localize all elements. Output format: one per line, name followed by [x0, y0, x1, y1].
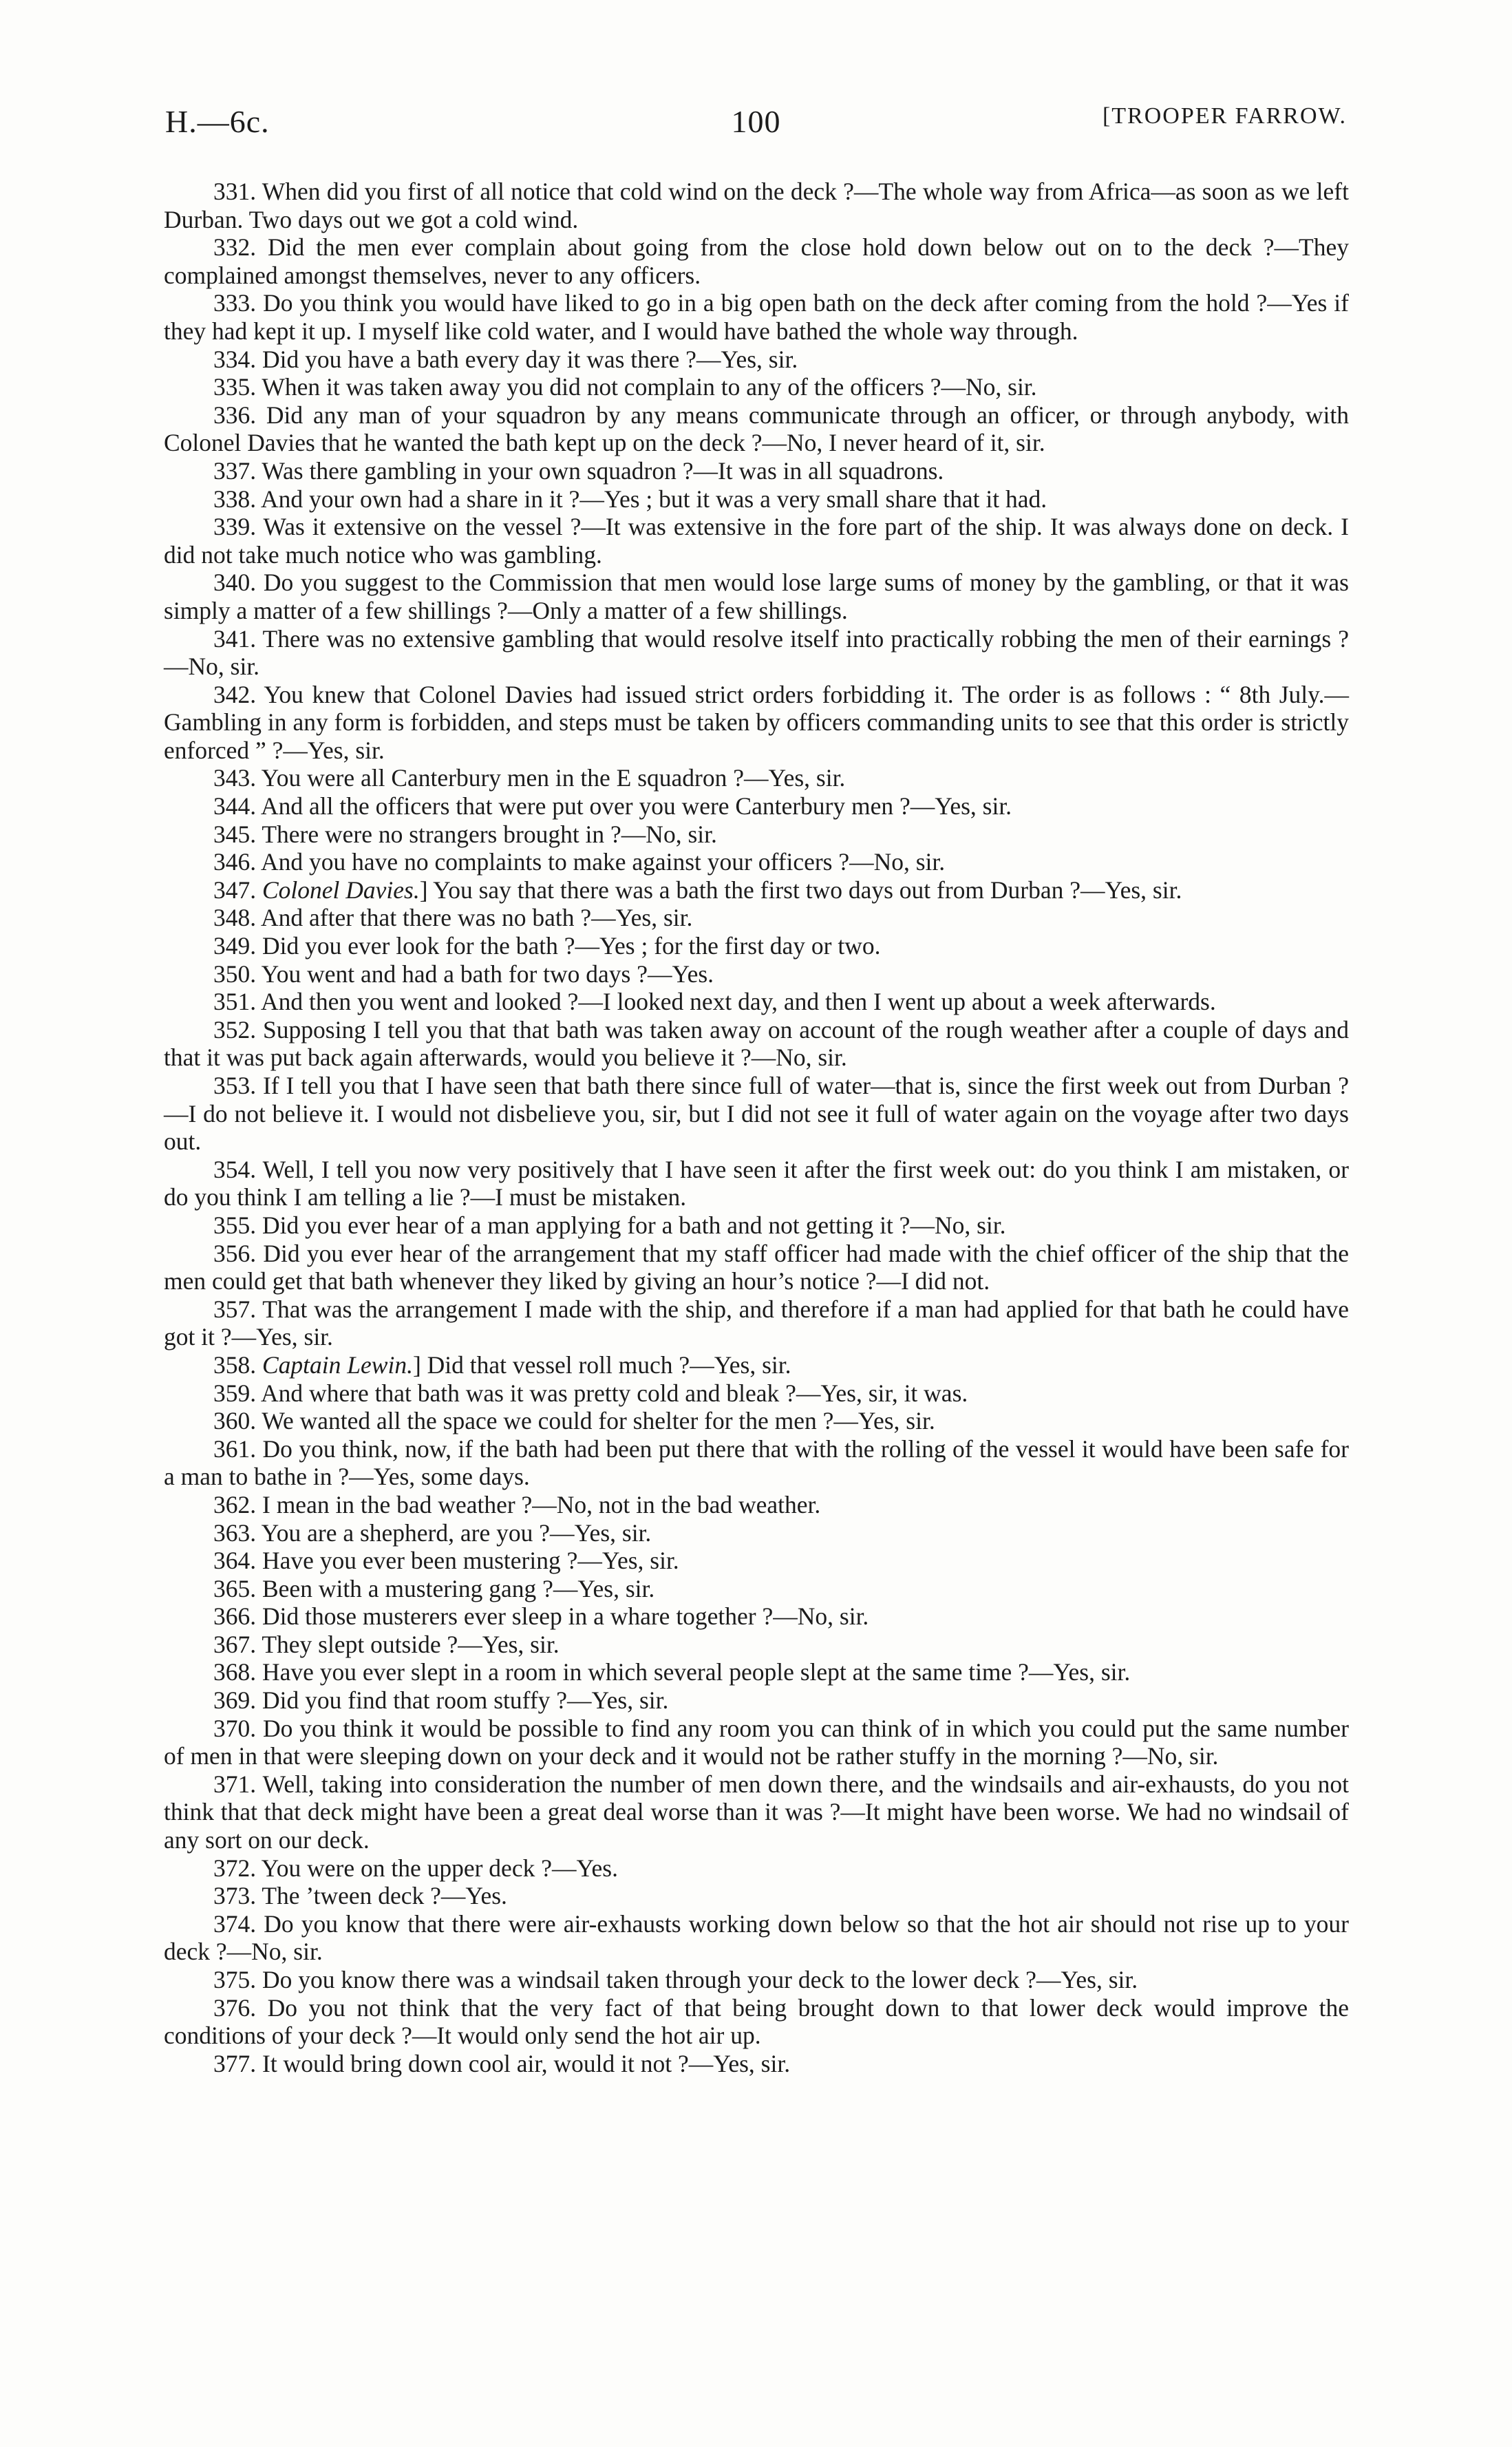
question-367: 367. They slept outside ?—Yes, sir.	[213, 1630, 560, 1658]
question-368: 368. Have you ever slept in a room in which several people slept at the same time ?—Yes, sir.	[213, 1658, 1131, 1686]
question-370: 370. Do you think it would be possible to find any room you can think of in which you could put the same number of men in that were sleeping down on your deck and it would not be rather stuffy in the morning ?—No, sir.	[164, 1714, 1349, 1770]
question-358	[164, 1351, 1349, 1379]
document-reference: H.—6c.	[165, 104, 270, 139]
question-338: 338. And your own had a share in it ?—Yes ; but it was a very small share that it had.	[213, 485, 1047, 513]
question-343: 343. You were all Canterbury men in the E squadron ?—Yes, sir.	[213, 764, 846, 792]
page-header	[165, 103, 1347, 158]
question-357: 357. That was the arrangement I made with the ship, and therefore if a man had applied for that bath he could have got it ?—Yes, sir.	[164, 1295, 1349, 1351]
question-356: 356. Did you ever hear of the arrangement that my staff officer had made with the chief officer of the ship that the men could get that bath whenever they liked by giving an hour’s notice ?—I did not.	[164, 1239, 1349, 1295]
question-346: 346. And you have no complaints to make against your officers ?—No, sir.	[213, 848, 946, 876]
question-374: 374. Do you know that there were air-exhausts working down below so that the hot air should not rise up to your deck ?—No, sir.	[164, 1909, 1349, 1966]
question-377: 377. It would bring down cool air, would it not ?—Yes, sir.	[213, 2049, 791, 2077]
question-350: 350. You went and had a bath for two days ?—Yes.	[213, 960, 714, 988]
question-345: 345. There were no strangers brought in ?—No, sir.	[213, 820, 717, 848]
question-359: 359. And where that bath was it was pretty cold and bleak ?—Yes, sir, it was.	[213, 1379, 968, 1407]
question-341: 341. There was no extensive gambling that would resolve itself into practically robbing the men of their earnings ?—No, sir.	[164, 624, 1349, 681]
question-373: 373. The ’tween deck ?—Yes.	[213, 1882, 507, 1910]
witness-name: [TROOPER FARROW.	[1102, 103, 1347, 129]
question-336: 336. Did any man of your squadron by any means communicate through an officer, or through anybody, with Colonel Davies that he wanted the bath kept up on the deck ?—No, I never heard of it, sir.	[164, 401, 1349, 457]
question-376: 376. Do you not think that the very fact of that being brought down to that lower deck would improve the conditions of your deck ?—It would only send the hot air up.	[164, 1993, 1349, 2050]
question-353: 353. If I tell you that I have seen that bath there since full of water—that is, since the first week out from Durban ?—I do not believe it. I would not disbelieve you, sir, but I did not see it full of water again on the voyage after two days out.	[164, 1072, 1349, 1156]
question-355: 355. Did you ever hear of a man applying for a bath and not getting it ?—No, sir.	[213, 1211, 1006, 1239]
speaker-name: Captain Lewin.	[262, 1350, 413, 1379]
question-339: 339. Was it extensive on the vessel ?—It was extensive in the fore part of the ship. It was always done on deck. I did not take much notice who was gambling.	[164, 513, 1349, 569]
question-361: 361. Do you think, now, if the bath had been put there that with the rolling of the vessel it would have been safe for a man to bathe in ?—Yes, some days.	[164, 1434, 1349, 1491]
question-366: 366. Did those musterers ever sleep in a whare together ?—No, sir.	[213, 1602, 869, 1631]
question-348: 348. And after that there was no bath ?—Yes, sir.	[213, 904, 693, 932]
question-352: 352. Supposing I tell you that that bath was taken away on account of the rough weather after a couple of days and that it was put back again afterwards, would you believe it ?—No, sir.	[164, 1015, 1349, 1072]
page-number: 100	[731, 104, 781, 139]
question-347	[164, 876, 1349, 904]
question-331: 331. When did you first of all notice that cold wind on the deck ?—The whole way from Africa—as soon as we left Durban. Two days out we got a cold wind.	[164, 178, 1349, 233]
question-364: 364. Have you ever been mustering ?—Yes, sir.	[213, 1547, 679, 1575]
question-337: 337. Was there gambling in your own squadron ?—It was in all squadrons.	[213, 456, 944, 485]
question-375: 375. Do you know there was a windsail taken through your deck to the lower deck ?—Yes, sir.	[213, 1966, 1138, 1993]
question-number: 358.	[213, 1350, 257, 1379]
question-354: 354. Well, I tell you now very positively that I have seen it after the first week out: do you think I am mistaken, or do you think I am telling a lie ?—I must be mistaken.	[164, 1155, 1349, 1211]
question-372: 372. You were on the upper deck ?—Yes.	[213, 1854, 618, 1882]
question-351: 351. And then you went and looked ?—I looked next day, and then I went up about a week afterwards.	[213, 988, 1216, 1016]
question-365: 365. Been with a mustering gang ?—Yes, sir.	[213, 1574, 655, 1602]
testimony-body	[164, 178, 1349, 2077]
question-number: 347.	[213, 876, 257, 904]
question-371: 371. Well, taking into consideration the number of men down there, and the windsails and air-exhausts, do you not think that that deck might have been a great deal worse than it was ?—It might have been worse. We had no windsail of any sort on our deck.	[164, 1770, 1349, 1854]
speaker-name: Colonel Davies.	[262, 876, 420, 904]
question-360: 360. We wanted all the space we could for shelter for the men ?—Yes, sir.	[213, 1407, 935, 1435]
question-text: ] You say that there was a bath the first two days out from Durban ?—Yes, sir.	[419, 876, 1182, 904]
question-362: 362. I mean in the bad weather ?—No, not in the bad weather.	[213, 1490, 821, 1518]
question-340: 340. Do you suggest to the Commission that men would lose large sums of money by the gambling, or that it was simply a matter of a few shillings ?—Only a matter of a few shillings.	[164, 569, 1349, 624]
question-334: 334. Did you have a bath every day it was there ?—Yes, sir.	[213, 345, 798, 373]
question-342: 342. You knew that Colonel Davies had issued strict orders forbidding it. The order is as follows : “ 8th July.—Gambling in any form is forbidden, and steps must be taken by officers commanding units to see that this order is strictly enforced ” ?—Yes, sir.	[164, 680, 1349, 764]
question-344: 344. And all the officers that were put over you were Canterbury men ?—Yes, sir.	[213, 792, 1012, 820]
question-335: 335. When it was taken away you did not complain to any of the officers ?—No, sir.	[213, 373, 1037, 401]
question-363: 363. You are a shepherd, are you ?—Yes, sir.	[213, 1518, 652, 1547]
question-369: 369. Did you find that room stuffy ?—Yes, sir.	[213, 1686, 669, 1715]
question-text: ] Did that vessel roll much ?—Yes, sir.	[412, 1350, 791, 1379]
question-333: 333. Do you think you would have liked to go in a big open bath on the deck after coming from the hold ?—Yes if they had kept it up. I myself like cold water, and I would have bathed the whole way through.	[164, 289, 1349, 345]
question-332: 332. Did the men ever complain about going from the close hold down below out on to the deck ?—They complained amongst themselves, never to any officers.	[164, 233, 1349, 289]
question-349: 349. Did you ever look for the bath ?—Yes ; for the first day or two.	[213, 932, 881, 960]
